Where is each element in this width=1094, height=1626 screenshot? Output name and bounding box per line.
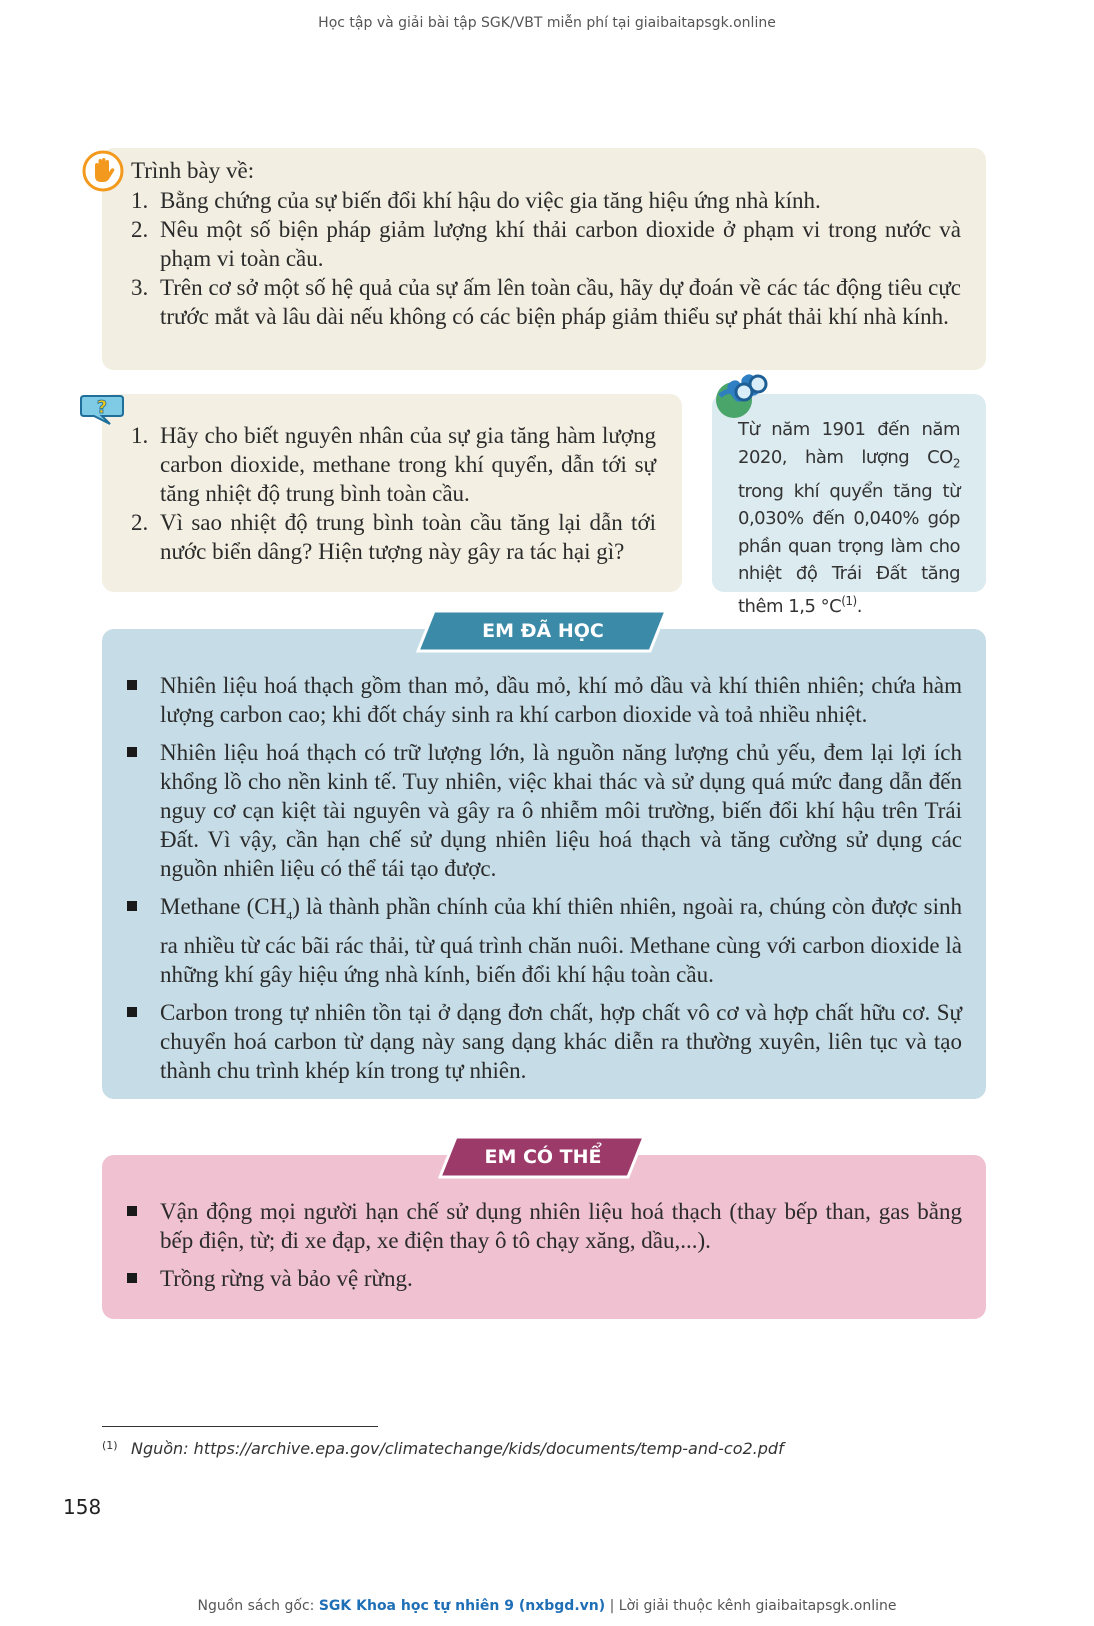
can-list: [160, 1197, 962, 1302]
list-item: [131, 421, 656, 508]
item-number: 2.: [131, 217, 149, 242]
item-number: 3.: [131, 275, 149, 300]
footnote-mark: (1): [102, 1439, 118, 1452]
item-text: Carbon trong tự nhiên tồn tại ở dạng đơn chất, hợp chất vô cơ và hợp chất hữu cơ. Sự chuyển hoá carbon từ dạng này sang dạng khác diễn ra thường xuyên, liên tục và tạo thành chu trình khép kín trong tự nhiên.: [160, 999, 962, 1083]
task-list: [131, 186, 961, 331]
bullet-icon: [127, 680, 137, 690]
can-banner: [438, 1135, 648, 1179]
list-item: [160, 1264, 962, 1293]
list-item: [131, 508, 656, 566]
item-text: Nêu một số biện pháp giảm lượng khí thải carbon dioxide ở phạm vi trong nước và phạm vi toàn cầu.: [160, 217, 961, 271]
list-item: [160, 1197, 962, 1255]
footnote-divider: [102, 1426, 378, 1427]
bullet-icon: [127, 901, 137, 911]
footnote-text: Nguồn: https://archive.epa.gov/climatechange/kids/documents/temp-and-co2.pdf: [131, 1439, 784, 1458]
learned-banner: [416, 609, 670, 653]
page-number: 158: [63, 1495, 102, 1519]
item-text-part: Methane (CH: [160, 894, 287, 919]
footer-suffix: | Lời giải thuộc kênh giaibaitapsgk.online: [605, 1598, 897, 1614]
raised-hand-icon: [82, 150, 124, 192]
item-text: Trên cơ sở một số hệ quả của sự ấm lên toàn cầu, hãy dự đoán về các tác động tiêu cực trước mắt và lâu dài nếu không có các biện pháp giảm thiểu sự phát thải khí nhà kính.: [160, 275, 961, 329]
banner-label: EM ĐÃ HỌC: [482, 620, 604, 642]
footnote-reference: (1): [841, 593, 857, 608]
bullet-icon: [127, 1007, 137, 1017]
item-number: 1.: [131, 423, 149, 448]
item-text-part: ) là thành phần chính của khí thiên nhiên, ngoài ra, chúng còn được sinh ra nhiều từ các bãi rác thải, từ quá trình chăn nuôi. Methane cùng với carbon dioxide là những khí gây hiệu ứng nhà kính, biến đổi khí hậu toàn cầu.: [160, 894, 962, 987]
page-header: Học tập và giải bài tập SGK/VBT miễn phí tại giaibaitapsgk.online: [318, 15, 776, 31]
svg-text:?: ?: [96, 397, 108, 418]
page-footer: [0, 1598, 1094, 1614]
learned-list: [160, 671, 962, 1094]
info-text-part: Từ năm 1901 đến năm 2020, hàm lượng CO: [738, 419, 960, 468]
item-number: 2.: [131, 510, 149, 535]
bullet-icon: [127, 1273, 137, 1283]
bullet-icon: [127, 1206, 137, 1216]
question-bubble-icon: [80, 393, 126, 427]
subscript: 2: [952, 456, 960, 471]
list-item: [160, 892, 962, 989]
info-text-end: .: [856, 595, 862, 617]
source-link[interactable]: SGK Khoa học tự nhiên 9 (nxbgd.vn): [318, 1598, 606, 1614]
subscript: 4: [286, 908, 293, 923]
list-item: [160, 998, 962, 1085]
list-item: [131, 273, 961, 331]
list-item: [131, 186, 961, 215]
binoculars-icon: [714, 370, 772, 420]
item-text: Hãy cho biết nguyên nhân của sự gia tăng hàm lượng carbon dioxide, methane trong khí quyển, dẫn tới sự tăng nhiệt độ trung bình toàn cầu.: [160, 423, 656, 506]
item-text: Bằng chứng của sự biến đổi khí hậu do việc gia tăng hiệu ứng nhà kính.: [160, 188, 821, 213]
task-title: Trình bày về:: [131, 158, 255, 183]
info-text-part: trong khí quyển tăng từ 0,030% đến 0,040% góp phần quan trọng làm cho nhiệt độ Trái Đất tăng thêm 1,5 °C: [738, 480, 960, 617]
item-text: Vận động mọi người hạn chế sử dụng nhiên liệu hoá thạch (thay bếp than, gas bằng bếp điện, từ; đi xe đạp, xe điện thay ô tô chạy xăng, dầu,...).: [160, 1199, 962, 1253]
item-number: 1.: [131, 188, 149, 213]
bullet-icon: [127, 747, 137, 757]
list-item: [131, 215, 961, 273]
banner-label: EM CÓ THỂ: [484, 1146, 602, 1168]
item-text: Trồng rừng và bảo vệ rừng.: [160, 1266, 413, 1291]
list-item: [160, 738, 962, 883]
item-text: Nhiên liệu hoá thạch có trữ lượng lớn, là nguồn năng lượng chủ yếu, đem lại lợi ích khổng lồ cho nền kinh tế. Tuy nhiên, việc khai thác và sử dụng quá mức đang dẫn đến nguy cơ cạn kiệt tài nguyên và gây ra ô nhiễm môi trường, biến đổi khí hậu trên Trái Đất. Vì vậy, cần hạn chế sử dụng nhiên liệu hoá thạch và tăng cường sử dụng các nguồn nhiên liệu có thể tái tạo được.: [160, 740, 962, 881]
item-text: Vì sao nhiệt độ trung bình toàn cầu tăng lại dẫn tới nước biển dâng? Hiện tượng này gây ra tác hại gì?: [160, 510, 656, 564]
info-text: [738, 416, 960, 620]
footer-prefix: Nguồn sách gốc:: [197, 1598, 319, 1614]
list-item: [160, 671, 962, 729]
item-text: Nhiên liệu hoá thạch gồm than mỏ, dầu mỏ, khí mỏ dầu và khí thiên nhiên; chứa hàm lượng carbon cao; khi đốt cháy sinh ra khí carbon dioxide và toả nhiều nhiệt.: [160, 673, 962, 727]
question-list: [131, 421, 656, 566]
